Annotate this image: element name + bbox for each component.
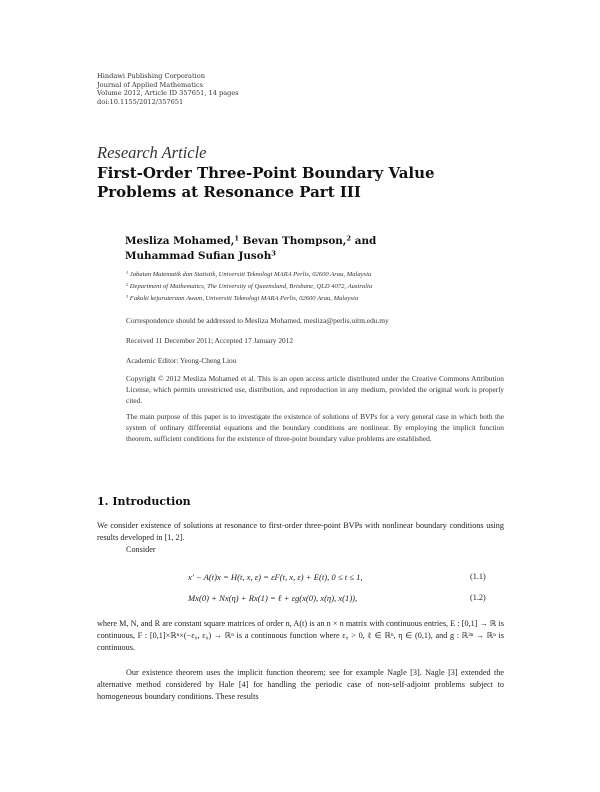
abstract: The main purpose of this paper is to investigate the existence of solutions of BVPs for a very general case in which both the system of ordinary differential equations and the boundary conditions are nonlinear. By employing the implicit function theorem, sufficient conditions for the existence of three-point boundary value problems are established. (126, 412, 504, 443)
affiliation-3: $^3$ Fakulti kejuruteraan Awam, Universiti Teknologi MARA Perlis, 02600 Arau, Malaysia (126, 293, 359, 302)
author-2-sup: 2 (346, 234, 352, 243)
copyright-notice: Copyright © 2012 Mesliza Mohamed et al. This is an open access article distributed under the Creative Commons Attribution License, which permits unrestricted use, distribution, and reproduction in any medium, provided the original work is properly cited. (126, 374, 504, 405)
received-dates: Received 11 December 2011; Accepted 17 January 2012 (126, 336, 294, 345)
author-1: Mesliza Mohamed, (125, 235, 235, 247)
article-title (97, 164, 435, 202)
section-heading: 1. Introduction (97, 495, 191, 508)
equation-1-1: x′ − A(t)x = H(t, x, ε) = εF(t, x, ε) + E(t), 0 ≤ t ≤ 1, (188, 572, 363, 582)
article-type: Research Article (97, 143, 207, 162)
academic-editor: Academic Editor: Yeong-Cheng Liou (126, 356, 237, 365)
affiliation-2: $^2$ Department of Mathematics, The University of Queensland, Brisbane, QLD 4072, Australia (126, 281, 373, 290)
intro-paragraph-1: We consider existence of solutions at resonance to first-order three-point BVPs with nonlinear boundary conditions using results developed in [1, 2]. Consider (97, 520, 504, 557)
author-and: and (354, 235, 377, 247)
intro-paragraph-2: where M, N, and R are constant square matrices of order n, A(t) is an n × n matrix with continuous entries, E : [0,1] → ℝ is continuous, F : [0,1]×ℝⁿ×(−ε₀, ε₀) → ℝⁿ is a continuous function where ε₀ > 0, ℓ ∈ ℝⁿ, η ∈ (0,1), and g : ℝ³ⁿ → ℝⁿ is continuous. (97, 619, 504, 653)
doi: doi:10.1155/2012/357651 (97, 97, 184, 106)
equation-1-1-number: (1.1) (470, 572, 486, 581)
intro-paragraph-3: Our existence theorem uses the implicit function theorem; see for example Nagle [3]. Nagle [3] extended the alternative method considered by Hale [4] for handling the periodic case of non-self-adjoint problems subject to homogeneous boundary conditions. These results (97, 668, 504, 702)
affiliations (126, 269, 372, 305)
correspondence: Correspondence should be addressed to Mesliza Mohamed, mesliza@perlis.uitm.edu.my (126, 316, 389, 325)
author-2: Bevan Thompson, (242, 235, 347, 247)
equation-1-2: Mx(0) + Nx(η) + Rx(1) = ℓ + εg(x(0), x(η), x(1)), (188, 593, 358, 603)
author-3: Muhammad Sufian Jusoh (125, 250, 272, 262)
title-line-2: Problems at Resonance Part III (97, 183, 361, 201)
authors (125, 234, 376, 264)
volume-info: Volume 2012, Article ID 357651, 14 pages (97, 89, 239, 98)
publisher: Hindawi Publishing Corporation (97, 72, 205, 80)
title-line-1: First-Order Three-Point Boundary Value (97, 164, 435, 182)
equation-1-2-number: (1.2) (470, 593, 486, 602)
journal-name: Journal of Applied Mathematics (97, 80, 204, 89)
consider-text: Consider (126, 545, 156, 555)
affiliation-1: $^1$ Jabatan Matematik dan Statistik, Universiti Teknologi MARA Perlis, 02600 Arau, Malaysia (126, 269, 372, 278)
author-3-sup: 3 (271, 249, 276, 258)
journal-header (97, 72, 239, 106)
author-1-sup: 1 (234, 234, 240, 243)
